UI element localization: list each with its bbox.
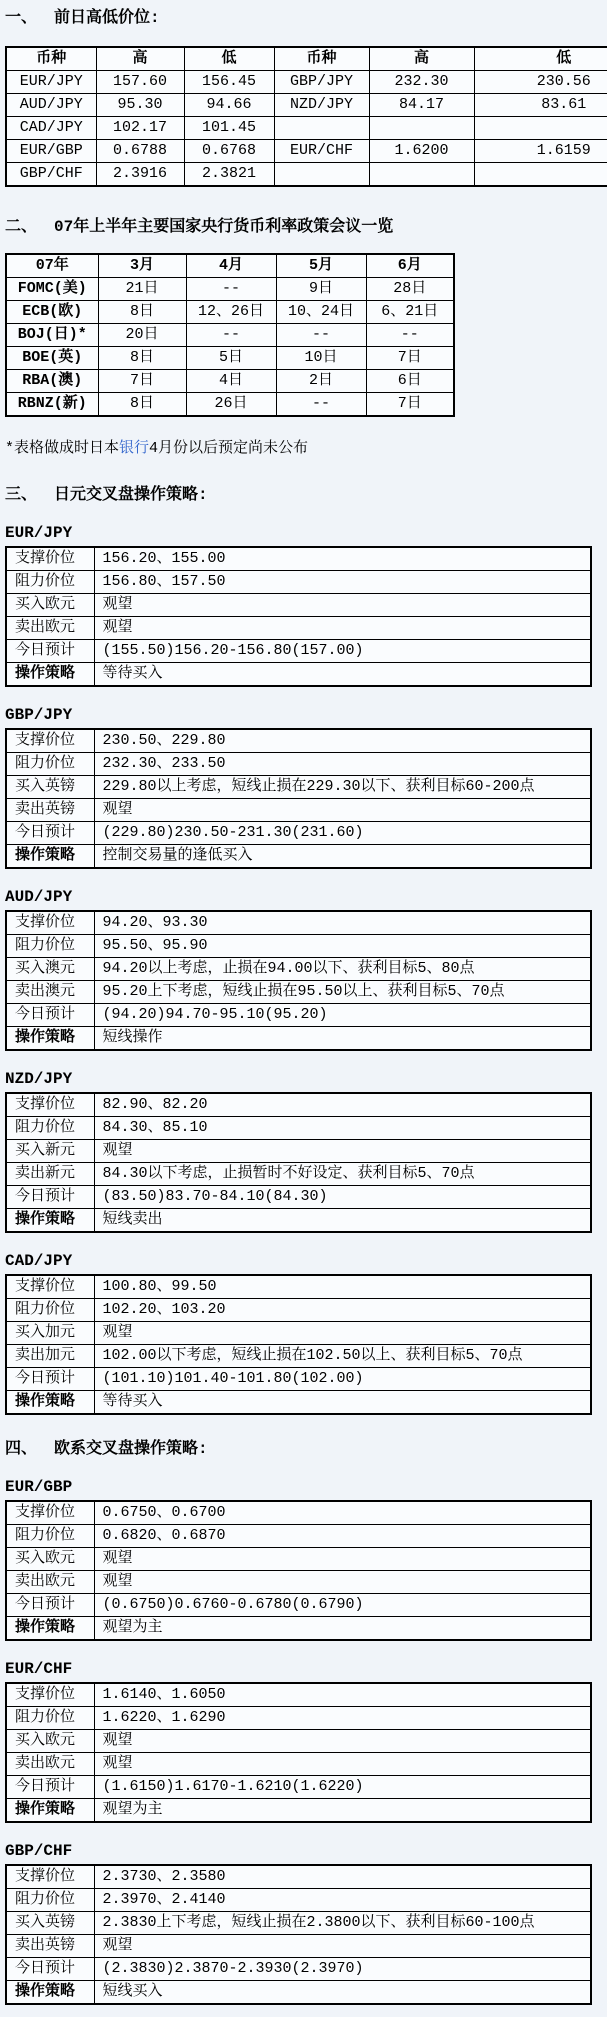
table-row bbox=[6, 163, 607, 187]
cell: 10日 bbox=[276, 347, 366, 370]
row-value: 0.6820、0.6870 bbox=[94, 1525, 591, 1548]
row-label: 买入澳元 bbox=[6, 958, 94, 981]
table-row bbox=[6, 1548, 591, 1571]
table-row bbox=[6, 753, 591, 776]
row-label: 操作策略 bbox=[6, 1617, 94, 1641]
cell bbox=[474, 117, 607, 140]
table-row bbox=[6, 776, 591, 799]
cell bbox=[369, 117, 474, 140]
pair-label: CAD/JPY bbox=[5, 1252, 73, 1270]
row-value: 2.3830上下考虑，短线止损在2.3800以下、获利目标60-100点 bbox=[94, 1912, 591, 1935]
cell: EUR/GBP bbox=[6, 140, 96, 163]
header-cell: 5月 bbox=[276, 254, 366, 278]
table-row bbox=[6, 393, 454, 417]
cell: 26日 bbox=[186, 393, 276, 417]
cell: 7日 bbox=[366, 393, 454, 417]
cell: 8日 bbox=[98, 347, 186, 370]
table-row bbox=[6, 1209, 591, 1233]
row-value: 短线买入 bbox=[94, 1981, 591, 2005]
cell: 12、26日 bbox=[186, 301, 276, 324]
daily-high-low-table bbox=[5, 46, 607, 187]
row-value: 102.00以下考虑，短线止损在102.50以上、获利目标5、70点 bbox=[94, 1345, 591, 1368]
cell: 84.17 bbox=[369, 94, 474, 117]
row-label: 操作策略 bbox=[6, 1209, 94, 1233]
table-row bbox=[6, 254, 454, 278]
row-value: (94.20)94.70-95.10(95.20) bbox=[94, 1004, 591, 1027]
section-heading-4 bbox=[5, 1439, 607, 1459]
cell: 230.56 bbox=[474, 71, 607, 94]
table-row bbox=[6, 1753, 591, 1776]
cell: -- bbox=[276, 393, 366, 417]
row-value: 观望 bbox=[94, 799, 591, 822]
table-row bbox=[6, 140, 607, 163]
cell: 2.3916 bbox=[96, 163, 184, 187]
row-label: 卖出英镑 bbox=[6, 1935, 94, 1958]
row-label: 今日预计 bbox=[6, 1004, 94, 1027]
row-value: 观望 bbox=[94, 617, 591, 640]
row-label: 买入欧元 bbox=[6, 594, 94, 617]
cell: 2.3821 bbox=[184, 163, 274, 187]
section-title: 前日高低价位: bbox=[54, 9, 160, 27]
strategy-block-gbp-jpy bbox=[5, 706, 607, 869]
row-label: 卖出欧元 bbox=[6, 1753, 94, 1776]
cell: EUR/CHF bbox=[274, 140, 369, 163]
section-number: 二、 bbox=[5, 218, 38, 236]
table-row bbox=[6, 278, 454, 301]
cell: RBNZ(新) bbox=[6, 393, 98, 417]
cell: 10、24日 bbox=[276, 301, 366, 324]
table-row bbox=[6, 1776, 591, 1799]
cell: 7日 bbox=[366, 347, 454, 370]
row-label: 支撑价位 bbox=[6, 1683, 94, 1707]
row-value: 2.3730、2.3580 bbox=[94, 1865, 591, 1889]
strategy-table bbox=[5, 1092, 592, 1233]
table-row bbox=[6, 1594, 591, 1617]
cell: 0.6788 bbox=[96, 140, 184, 163]
table-row bbox=[6, 1391, 591, 1415]
table-row bbox=[6, 370, 454, 393]
cell: GBP/JPY bbox=[274, 71, 369, 94]
table-row bbox=[6, 1186, 591, 1209]
row-label: 今日预计 bbox=[6, 1776, 94, 1799]
pair-label: NZD/JPY bbox=[5, 1070, 73, 1088]
strategy-block-eur-jpy bbox=[5, 524, 607, 687]
row-value: (0.6750)0.6760-0.6780(0.6790) bbox=[94, 1594, 591, 1617]
row-label: 买入英镑 bbox=[6, 1912, 94, 1935]
row-label: 操作策略 bbox=[6, 1799, 94, 1823]
row-label: 今日预计 bbox=[6, 1594, 94, 1617]
header-cell: 币种 bbox=[6, 47, 96, 71]
cell: 157.60 bbox=[96, 71, 184, 94]
row-value: (1.6150)1.6170-1.6210(1.6220) bbox=[94, 1776, 591, 1799]
row-value: 0.6750、0.6700 bbox=[94, 1501, 591, 1525]
table-row bbox=[6, 1683, 591, 1707]
row-label: 支撑价位 bbox=[6, 911, 94, 935]
strategy-table bbox=[5, 1864, 592, 2005]
pair-label: EUR/GBP bbox=[5, 1478, 73, 1496]
row-value: (229.80)230.50-231.30(231.60) bbox=[94, 822, 591, 845]
table-row bbox=[6, 1117, 591, 1140]
header-cell: 高 bbox=[96, 47, 184, 71]
table-row bbox=[6, 958, 591, 981]
table-row bbox=[6, 1368, 591, 1391]
row-value: 观望 bbox=[94, 1322, 591, 1345]
cell: RBA(澳) bbox=[6, 370, 98, 393]
row-value: (83.50)83.70-84.10(84.30) bbox=[94, 1186, 591, 1209]
section-heading-2 bbox=[5, 217, 607, 237]
strategy-table bbox=[5, 1682, 592, 1823]
table-row bbox=[6, 1027, 591, 1051]
row-value: 观望 bbox=[94, 1140, 591, 1163]
table-row bbox=[6, 1889, 591, 1912]
pair-label: GBP/JPY bbox=[5, 706, 73, 724]
cell: 6、21日 bbox=[366, 301, 454, 324]
cell: 94.66 bbox=[184, 94, 274, 117]
row-value: 等待买入 bbox=[94, 1391, 591, 1415]
row-value: 观望 bbox=[94, 594, 591, 617]
row-value: 1.6220、1.6290 bbox=[94, 1707, 591, 1730]
strategy-table bbox=[5, 910, 592, 1051]
cell: 28日 bbox=[366, 278, 454, 301]
cell: 232.30 bbox=[369, 71, 474, 94]
cell: 21日 bbox=[98, 278, 186, 301]
strategy-table bbox=[5, 1274, 592, 1415]
header-cell: 低 bbox=[474, 47, 607, 71]
cell: -- bbox=[186, 278, 276, 301]
footnote-prefix: *表格做成时日本 bbox=[5, 440, 120, 457]
strategy-block-eur-gbp bbox=[5, 1478, 607, 1641]
row-label: 操作策略 bbox=[6, 845, 94, 869]
row-value: 156.20、155.00 bbox=[94, 547, 591, 571]
table-row bbox=[6, 799, 591, 822]
row-label: 支撑价位 bbox=[6, 547, 94, 571]
row-label: 卖出加元 bbox=[6, 1345, 94, 1368]
header-cell: 07年 bbox=[6, 254, 98, 278]
table-row bbox=[6, 1163, 591, 1186]
cell: 6日 bbox=[366, 370, 454, 393]
row-label: 阻力价位 bbox=[6, 1117, 94, 1140]
row-value: 观望为主 bbox=[94, 1617, 591, 1641]
row-label: 卖出英镑 bbox=[6, 799, 94, 822]
row-value: 102.20、103.20 bbox=[94, 1299, 591, 1322]
row-value: 观望 bbox=[94, 1730, 591, 1753]
row-label: 今日预计 bbox=[6, 1958, 94, 1981]
row-value: 短线卖出 bbox=[94, 1209, 591, 1233]
cell: 95.30 bbox=[96, 94, 184, 117]
row-label: 买入英镑 bbox=[6, 776, 94, 799]
section-heading-3 bbox=[5, 485, 607, 505]
row-value: 2.3970、2.4140 bbox=[94, 1889, 591, 1912]
table-row bbox=[6, 935, 591, 958]
row-label: 卖出新元 bbox=[6, 1163, 94, 1186]
table-row bbox=[6, 1865, 591, 1889]
row-value: 短线操作 bbox=[94, 1027, 591, 1051]
table-row bbox=[6, 1501, 591, 1525]
row-value: (155.50)156.20-156.80(157.00) bbox=[94, 640, 591, 663]
table-row bbox=[6, 1958, 591, 1981]
table-row bbox=[6, 71, 607, 94]
row-label: 支撑价位 bbox=[6, 1093, 94, 1117]
section-number: 四、 bbox=[5, 1440, 38, 1458]
pair-label: EUR/JPY bbox=[5, 524, 73, 542]
cell: 4日 bbox=[186, 370, 276, 393]
cell: BOE(英) bbox=[6, 347, 98, 370]
table-row bbox=[6, 547, 591, 571]
row-label: 支撑价位 bbox=[6, 1865, 94, 1889]
strategy-block-nzd-jpy bbox=[5, 1070, 607, 1233]
table-row bbox=[6, 1345, 591, 1368]
header-cell: 低 bbox=[184, 47, 274, 71]
row-value: 观望为主 bbox=[94, 1799, 591, 1823]
pair-label: GBP/CHF bbox=[5, 1842, 73, 1860]
cell: 102.17 bbox=[96, 117, 184, 140]
table-row bbox=[6, 1707, 591, 1730]
row-value: (101.10)101.40-101.80(102.00) bbox=[94, 1368, 591, 1391]
cell: EUR/JPY bbox=[6, 71, 96, 94]
table-row bbox=[6, 1275, 591, 1299]
cell bbox=[274, 117, 369, 140]
row-label: 阻力价位 bbox=[6, 571, 94, 594]
table-row bbox=[6, 1981, 591, 2005]
header-cell: 高 bbox=[369, 47, 474, 71]
cell: -- bbox=[276, 324, 366, 347]
table-row bbox=[6, 1299, 591, 1322]
table-row bbox=[6, 47, 607, 71]
row-label: 阻力价位 bbox=[6, 753, 94, 776]
table-row bbox=[6, 1617, 591, 1641]
section-title: 日元交叉盘操作策略: bbox=[54, 486, 208, 504]
row-value: 232.30、233.50 bbox=[94, 753, 591, 776]
table-row bbox=[6, 1730, 591, 1753]
cell: CAD/JPY bbox=[6, 117, 96, 140]
row-label: 支撑价位 bbox=[6, 1501, 94, 1525]
cell: 156.45 bbox=[184, 71, 274, 94]
strategy-block-aud-jpy bbox=[5, 888, 607, 1051]
row-value: 95.50、95.90 bbox=[94, 935, 591, 958]
row-value: 94.20以上考虑，止损在94.00以下、获利目标5、80点 bbox=[94, 958, 591, 981]
header-cell: 4月 bbox=[186, 254, 276, 278]
cell bbox=[274, 163, 369, 187]
row-value: 观望 bbox=[94, 1571, 591, 1594]
section-title: 欧系交叉盘操作策略: bbox=[54, 1440, 208, 1458]
row-label: 卖出澳元 bbox=[6, 981, 94, 1004]
cell: 0.6768 bbox=[184, 140, 274, 163]
table-row bbox=[6, 617, 591, 640]
table-row bbox=[6, 822, 591, 845]
strategy-table bbox=[5, 1500, 592, 1641]
table-row bbox=[6, 729, 591, 753]
section-title: 07年上半年主要国家央行货币利率政策会议一览 bbox=[54, 218, 394, 236]
row-label: 阻力价位 bbox=[6, 935, 94, 958]
header-cell: 6月 bbox=[366, 254, 454, 278]
table-row bbox=[6, 640, 591, 663]
cell: -- bbox=[366, 324, 454, 347]
row-value: 控制交易量的逢低买入 bbox=[94, 845, 591, 869]
row-value: 156.80、157.50 bbox=[94, 571, 591, 594]
table-row bbox=[6, 1799, 591, 1823]
row-label: 买入新元 bbox=[6, 1140, 94, 1163]
strategy-table bbox=[5, 728, 592, 869]
table-row bbox=[6, 94, 607, 117]
table-row bbox=[6, 1004, 591, 1027]
row-label: 今日预计 bbox=[6, 1186, 94, 1209]
row-value: 84.30以下考虑，止损暂时不好设定、获利目标5、70点 bbox=[94, 1163, 591, 1186]
cell bbox=[474, 163, 607, 187]
row-value: 82.90、82.20 bbox=[94, 1093, 591, 1117]
table-row bbox=[6, 301, 454, 324]
table-row bbox=[6, 1140, 591, 1163]
cell: ECB(欧) bbox=[6, 301, 98, 324]
row-label: 阻力价位 bbox=[6, 1707, 94, 1730]
row-value: 观望 bbox=[94, 1753, 591, 1776]
row-label: 今日预计 bbox=[6, 822, 94, 845]
cell: 83.61 bbox=[474, 94, 607, 117]
pair-label: AUD/JPY bbox=[5, 888, 73, 906]
row-label: 卖出欧元 bbox=[6, 617, 94, 640]
strategy-block-eur-chf bbox=[5, 1660, 607, 1823]
row-value: 观望 bbox=[94, 1548, 591, 1571]
header-cell: 币种 bbox=[274, 47, 369, 71]
cell: NZD/JPY bbox=[274, 94, 369, 117]
price-table-wrapper bbox=[5, 46, 607, 187]
table-row bbox=[6, 981, 591, 1004]
table-row bbox=[6, 1935, 591, 1958]
row-label: 支撑价位 bbox=[6, 1275, 94, 1299]
bank-link[interactable]: 银行 bbox=[119, 440, 150, 457]
row-label: 操作策略 bbox=[6, 1981, 94, 2005]
table-row bbox=[6, 571, 591, 594]
table-row bbox=[6, 1525, 591, 1548]
row-value: 94.20、93.30 bbox=[94, 911, 591, 935]
row-label: 买入欧元 bbox=[6, 1548, 94, 1571]
row-value: 84.30、85.10 bbox=[94, 1117, 591, 1140]
table-row bbox=[6, 911, 591, 935]
row-label: 买入加元 bbox=[6, 1322, 94, 1345]
cell bbox=[369, 163, 474, 187]
row-label: 支撑价位 bbox=[6, 729, 94, 753]
row-value: 100.80、99.50 bbox=[94, 1275, 591, 1299]
table-row bbox=[6, 1571, 591, 1594]
strategy-table bbox=[5, 546, 592, 687]
central-bank-meetings-table bbox=[5, 253, 455, 417]
header-cell: 3月 bbox=[98, 254, 186, 278]
row-label: 操作策略 bbox=[6, 1027, 94, 1051]
cell: 2日 bbox=[276, 370, 366, 393]
cell: 101.45 bbox=[184, 117, 274, 140]
section-number: 一、 bbox=[5, 9, 38, 27]
cell: 20日 bbox=[98, 324, 186, 347]
table-row bbox=[6, 117, 607, 140]
cell: FOMC(美) bbox=[6, 278, 98, 301]
table-footnote bbox=[5, 439, 607, 459]
table-row bbox=[6, 663, 591, 687]
cell: 1.6159 bbox=[474, 140, 607, 163]
row-label: 阻力价位 bbox=[6, 1299, 94, 1322]
cell: -- bbox=[186, 324, 276, 347]
row-label: 今日预计 bbox=[6, 1368, 94, 1391]
row-value: 230.50、229.80 bbox=[94, 729, 591, 753]
section-number: 三、 bbox=[5, 486, 38, 504]
cell: 7日 bbox=[98, 370, 186, 393]
strategy-block-cad-jpy bbox=[5, 1252, 607, 1415]
cell: GBP/CHF bbox=[6, 163, 96, 187]
section-heading-1 bbox=[5, 8, 607, 28]
row-value: 观望 bbox=[94, 1935, 591, 1958]
cell: BOJ(日)* bbox=[6, 324, 98, 347]
row-label: 买入欧元 bbox=[6, 1730, 94, 1753]
pair-label: EUR/CHF bbox=[5, 1660, 73, 1678]
row-value: (2.3830)2.3870-2.3930(2.3970) bbox=[94, 1958, 591, 1981]
cell: 8日 bbox=[98, 301, 186, 324]
cell: 9日 bbox=[276, 278, 366, 301]
row-value: 等待买入 bbox=[94, 663, 591, 687]
cell: AUD/JPY bbox=[6, 94, 96, 117]
table-row bbox=[6, 1912, 591, 1935]
table-row bbox=[6, 594, 591, 617]
strategy-block-gbp-chf bbox=[5, 1842, 607, 2005]
row-value: 95.20上下考虑，短线止损在95.50以上、获利目标5、70点 bbox=[94, 981, 591, 1004]
row-label: 操作策略 bbox=[6, 663, 94, 687]
row-label: 卖出欧元 bbox=[6, 1571, 94, 1594]
table-row bbox=[6, 347, 454, 370]
eur-cross-strategies bbox=[5, 1478, 607, 2005]
row-label: 今日预计 bbox=[6, 640, 94, 663]
jpy-cross-strategies bbox=[5, 524, 607, 1415]
row-value: 229.80以上考虑，短线止损在229.30以下、获利目标60-200点 bbox=[94, 776, 591, 799]
table-row bbox=[6, 1322, 591, 1345]
table-row bbox=[6, 845, 591, 869]
table-row bbox=[6, 1093, 591, 1117]
row-label: 阻力价位 bbox=[6, 1889, 94, 1912]
cell: 5日 bbox=[186, 347, 276, 370]
row-label: 阻力价位 bbox=[6, 1525, 94, 1548]
footnote-suffix: 4月份以后预定尚未公布 bbox=[149, 440, 309, 457]
row-label: 操作策略 bbox=[6, 1391, 94, 1415]
table-row bbox=[6, 324, 454, 347]
cell: 1.6200 bbox=[369, 140, 474, 163]
cell: 8日 bbox=[98, 393, 186, 417]
row-value: 1.6140、1.6050 bbox=[94, 1683, 591, 1707]
